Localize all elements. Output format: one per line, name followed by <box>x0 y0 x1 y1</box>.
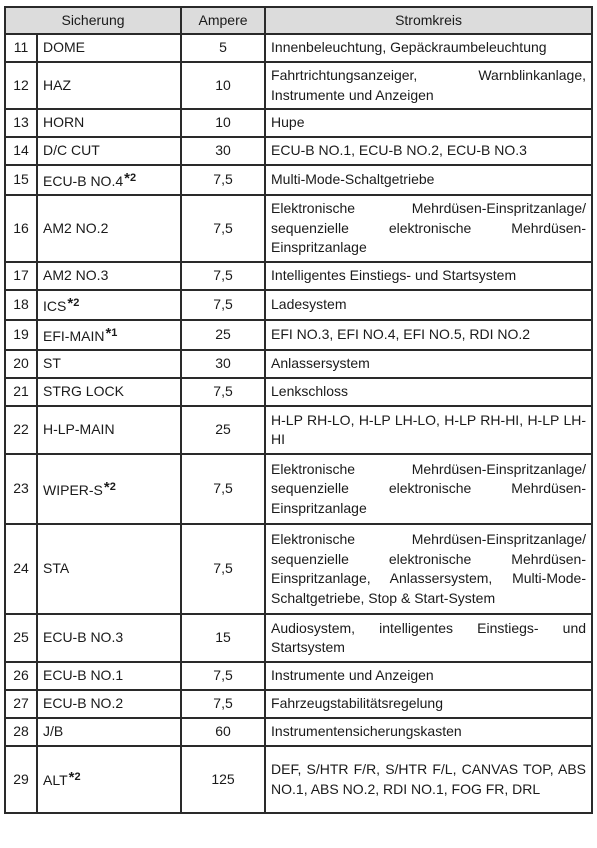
ampere-value: 30 <box>181 137 265 165</box>
table-row <box>5 290 592 320</box>
ampere-value: 7,5 <box>181 378 265 406</box>
fuse-number: 28 <box>5 718 37 746</box>
footnote-marker <box>68 769 81 787</box>
fuse-name-cell <box>37 662 181 690</box>
table-row <box>5 614 592 662</box>
circuit-description: Lenkschloss <box>265 378 592 406</box>
circuit-description: Innenbeleuchtung, Gepäckraumbeleuchtung <box>265 34 592 62</box>
fuse-name-cell <box>37 690 181 718</box>
fuse-name: H-LP-MAIN <box>43 421 115 438</box>
ampere-value: 60 <box>181 718 265 746</box>
fuse-number: 11 <box>5 34 37 62</box>
ampere-value: 10 <box>181 109 265 137</box>
circuit-description: Audiosystem, intelligentes Einstiegs- und Startsystem <box>265 614 592 662</box>
table-row <box>5 350 592 378</box>
circuit-description: Instrumente und Anzeigen <box>265 662 592 690</box>
circuit-description: Elektronische Mehrdüsen-Einspritzanlage/ sequenzielle elektronische Mehrdüsen-Einspritzanlage, Anlassersystem, Multi-Mode-Schaltgetriebe, Stop & Start-System <box>265 524 592 614</box>
table-row <box>5 454 592 524</box>
fuse-number: 18 <box>5 290 37 320</box>
fuse-name-cell <box>37 165 181 195</box>
fuse-name-cell <box>37 320 181 350</box>
fuse-name-cell <box>37 614 181 662</box>
fuse-name-cell <box>37 109 181 137</box>
fuse-name-cell <box>37 62 181 109</box>
fuse-number: 14 <box>5 137 37 165</box>
fuse-name: HAZ <box>43 76 71 93</box>
ampere-value: 7,5 <box>181 262 265 290</box>
fuse-name-cell <box>37 406 181 454</box>
header-stromkreis: Stromkreis <box>265 7 592 34</box>
circuit-description: ECU-B NO.1, ECU-B NO.2, ECU-B NO.3 <box>265 137 592 165</box>
ampere-value: 7,5 <box>181 454 265 524</box>
fuse-number: 17 <box>5 262 37 290</box>
asterisk-icon: * <box>67 294 74 312</box>
fuse-name-cell <box>37 137 181 165</box>
fuse-number: 21 <box>5 378 37 406</box>
circuit-description: Ladesystem <box>265 290 592 320</box>
table-row <box>5 137 592 165</box>
fuse-name: STA <box>43 560 70 577</box>
fuse-name: ICS <box>43 297 67 314</box>
fuse-name: AM2 NO.3 <box>43 267 109 284</box>
ampere-value: 7,5 <box>181 690 265 718</box>
asterisk-icon: * <box>124 169 130 187</box>
footnote-number: 1 <box>111 326 118 339</box>
circuit-description: Multi-Mode-Schaltgetriebe <box>265 165 592 195</box>
fuse-number: 27 <box>5 690 37 718</box>
fuse-name-cell <box>37 524 181 614</box>
circuit-description: Instrumentensicherungskasten <box>265 718 592 746</box>
ampere-value: 125 <box>181 746 265 813</box>
table-row <box>5 524 592 614</box>
fuse-number: 24 <box>5 524 37 614</box>
ampere-value: 7,5 <box>181 524 265 614</box>
asterisk-icon: * <box>105 324 112 342</box>
ampere-value: 7,5 <box>181 165 265 195</box>
fuse-name: ST <box>43 355 61 372</box>
table-body <box>5 34 592 813</box>
table-row <box>5 195 592 262</box>
asterisk-icon: * <box>68 769 75 787</box>
ampere-value: 5 <box>181 34 265 62</box>
fuse-number: 16 <box>5 195 37 262</box>
ampere-value: 15 <box>181 614 265 662</box>
asterisk-icon: * <box>103 478 110 496</box>
fuse-name-cell <box>37 350 181 378</box>
footnote-marker <box>67 294 80 312</box>
fuse-name-cell <box>37 746 181 813</box>
table-row <box>5 718 592 746</box>
table-row <box>5 109 592 137</box>
table-row <box>5 262 592 290</box>
table-row <box>5 320 592 350</box>
footnote-marker <box>103 478 116 496</box>
circuit-description: DEF, S/HTR F/R, S/HTR F/L, CANVAS TOP, ABS NO.1, ABS NO.2, RDI NO.1, FOG FR, DRL <box>265 746 592 813</box>
circuit-description: EFI NO.3, EFI NO.4, EFI NO.5, RDI NO.2 <box>265 320 592 350</box>
fuse-name-cell <box>37 290 181 320</box>
fuse-number: 25 <box>5 614 37 662</box>
fuse-table <box>4 6 593 814</box>
fuse-name: D/C CUT <box>43 142 100 159</box>
circuit-description: Anlassersystem <box>265 350 592 378</box>
ampere-value: 7,5 <box>181 662 265 690</box>
fuse-name-cell <box>37 262 181 290</box>
circuit-description: Fahrtrichtungsanzeiger, Warnblinkanlage, Instrumente und Anzeigen <box>265 62 592 109</box>
ampere-value: 10 <box>181 62 265 109</box>
fuse-number: 26 <box>5 662 37 690</box>
fuse-number: 29 <box>5 746 37 813</box>
table-row <box>5 690 592 718</box>
circuit-description: Elektronische Mehrdüsen-Einspritzanlage/ sequenzielle elektronische Mehrdüsen-Einspritzanlage <box>265 454 592 524</box>
circuit-description: H-LP RH-LO, H-LP LH-LO, H-LP RH-HI, H-LP LH-HI <box>265 406 592 454</box>
circuit-description: Hupe <box>265 109 592 137</box>
fuse-number: 12 <box>5 62 37 109</box>
header-ampere: Ampere <box>181 7 265 34</box>
fuse-name-cell <box>37 34 181 62</box>
fuse-number: 20 <box>5 350 37 378</box>
ampere-value: 30 <box>181 350 265 378</box>
fuse-name: DOME <box>43 39 85 56</box>
circuit-description: Intelligentes Einstiegs- und Startsystem <box>265 262 592 290</box>
fuse-number: 23 <box>5 454 37 524</box>
fuse-name: WIPER-S <box>43 481 103 498</box>
fuse-name: ALT <box>43 772 68 789</box>
fuse-name: ECU-B NO.4 <box>43 172 124 189</box>
table-row <box>5 62 592 109</box>
fuse-name: AM2 NO.2 <box>43 219 109 236</box>
fuse-name-cell <box>37 718 181 746</box>
fuse-name-cell <box>37 454 181 524</box>
table-row <box>5 378 592 406</box>
fuse-name: HORN <box>43 114 85 131</box>
fuse-name: ECU-B NO.3 <box>43 629 124 646</box>
table-row <box>5 165 592 195</box>
table-row <box>5 746 592 813</box>
table-row <box>5 406 592 454</box>
table-row <box>5 34 592 62</box>
fuse-name: ECU-B NO.1 <box>43 667 124 684</box>
table-row <box>5 662 592 690</box>
fuse-name: EFI-MAIN <box>43 327 105 344</box>
ampere-value: 25 <box>181 406 265 454</box>
footnote-marker <box>124 169 137 187</box>
circuit-description: Elektronische Mehrdüsen-Einspritzanlage/ sequenzielle elektronische Mehrdüsen-Einspritzanlage <box>265 195 592 262</box>
header-row <box>5 7 592 34</box>
ampere-value: 7,5 <box>181 290 265 320</box>
fuse-name: J/B <box>43 723 64 740</box>
footnote-marker <box>105 324 118 342</box>
fuse-number: 13 <box>5 109 37 137</box>
fuse-name: STRG LOCK <box>43 383 124 400</box>
footnote-number: 2 <box>109 480 116 493</box>
footnote-number: 2 <box>129 171 137 184</box>
table-header <box>5 7 592 34</box>
ampere-value: 7,5 <box>181 195 265 262</box>
ampere-value: 25 <box>181 320 265 350</box>
fuse-name-cell <box>37 378 181 406</box>
fuse-number: 22 <box>5 406 37 454</box>
footnote-number: 2 <box>73 296 80 309</box>
fuse-number: 15 <box>5 165 37 195</box>
circuit-description: Fahrzeugstabilitätsregelung <box>265 690 592 718</box>
footnote-number: 2 <box>74 771 81 784</box>
header-sicherung: Sicherung <box>5 7 181 34</box>
fuse-name: ECU-B NO.2 <box>43 695 124 712</box>
fuse-name-cell <box>37 195 181 262</box>
fuse-number: 19 <box>5 320 37 350</box>
